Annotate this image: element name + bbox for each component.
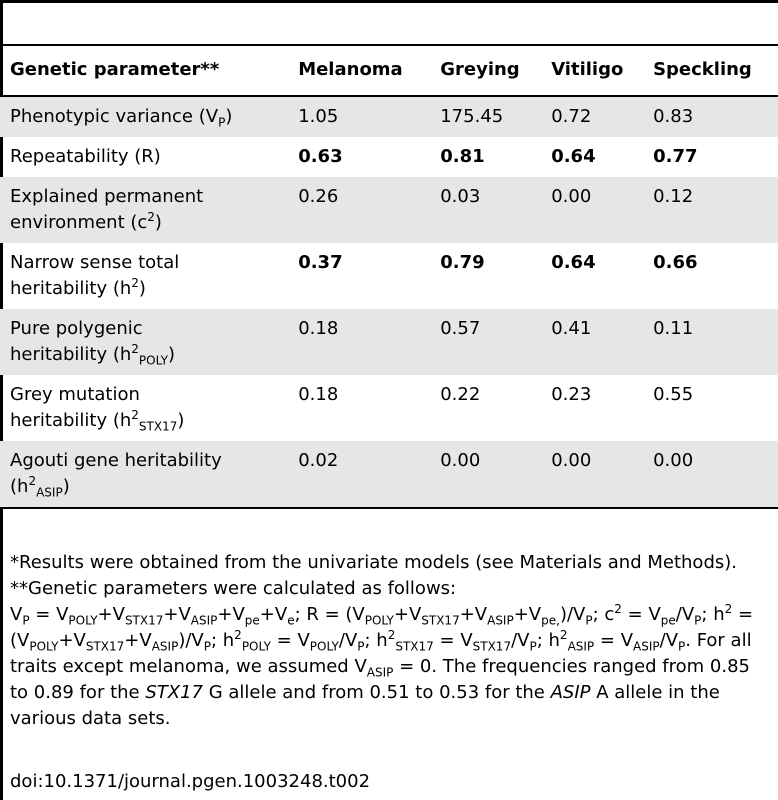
cell-value: 0.64 [551, 146, 596, 167]
cell-value: 0.00 [541, 177, 643, 243]
header-greying: Greying [430, 53, 541, 96]
cell-value: 0.12 [643, 177, 778, 243]
cell-value: 0.63 [298, 146, 343, 167]
table-row [0, 137, 778, 177]
footnote-1: *Results were obtained from the univariate models (see Materials and Methods). [10, 552, 737, 573]
row-label: Agouti gene heritability $(h^2_{ASIP})$ [0, 441, 288, 508]
cell-value: 0.77 [653, 146, 698, 167]
table-row [0, 441, 778, 508]
formula-text: $V_P = V_{POLY}+V_{STX17}+V_{ASIP}+V_{pe}+V_e$; $R = (V_{POLY}+V_{STX17}+V_{ASIP}+V_{pe,})/V_P$; $c^2 = V_{pe}/V_P$; $h^2 = (V_{POLY}+V_{STX17}+V_{ASIP})/V_P$; $h^2_{POLY} = V_{POLY}/V_P$; $h^2_{STX17} = V_{STX17}/V_P$; $h^2_{ASIP} = V_{ASIP}/V_P$. For all traits except melanoma, we assumed $V_{ASIP} = 0$. The frequencies ranged from 0.85 to 0.89 for the STX17 G allele and from 0.51 to 0.53 for the ASIP A allele in the various data sets. [10, 602, 754, 729]
cell-value: 0.72 [541, 96, 643, 137]
cell-value: 0.22 [440, 384, 481, 405]
header-speckling: Speckling [643, 53, 778, 96]
cell-value: 0.37 [298, 252, 343, 273]
cell-value: 0.00 [430, 441, 541, 508]
footnote-2: **Genetic parameters were calculated as follows: [10, 578, 457, 599]
cell-value: 0.26 [288, 177, 430, 243]
cell-value: 0.00 [643, 441, 778, 508]
cell-value: 0.41 [541, 309, 643, 375]
header-rule [0, 44, 778, 46]
cell-value: 0.81 [440, 146, 485, 167]
cell-value: 175.45 [430, 96, 541, 137]
table-footnotes [10, 550, 772, 732]
row-label: Grey mutation heritability $(h^2_{STX17})$ [10, 384, 185, 434]
cell-value: 0.79 [440, 252, 485, 273]
row-label: Explained permanent environment $(c^2)$ [0, 177, 288, 243]
cell-value: 0.11 [643, 309, 778, 375]
cell-value: 0.18 [298, 384, 339, 405]
header-row [0, 53, 778, 96]
row-label: Narrow sense total heritability $(h^2)$ [10, 252, 180, 299]
top-rule [0, 0, 778, 3]
table-row [0, 177, 778, 243]
cell-value: 0.03 [430, 177, 541, 243]
cell-value: 0.23 [551, 384, 592, 405]
cell-value: 0.66 [653, 252, 698, 273]
cell-value: 0.57 [430, 309, 541, 375]
table-row [0, 375, 778, 441]
header-melanoma: Melanoma [288, 53, 430, 96]
cell-value: 0.00 [541, 441, 643, 508]
doi-text: doi:10.1371/journal.pgen.1003248.t002 [10, 771, 371, 792]
cell-value: 0.55 [653, 384, 694, 405]
header-vitiligo: Vitiligo [541, 53, 643, 96]
row-label: Phenotypic variance $(V_P)$ [0, 96, 288, 137]
table-row [0, 96, 778, 137]
row-label: Repeatability (R) [10, 146, 161, 167]
table-row [0, 309, 778, 375]
cell-value: 0.83 [643, 96, 778, 137]
cell-value: 0.02 [288, 441, 430, 508]
parameters-table [0, 53, 778, 509]
table-row [0, 243, 778, 309]
row-label: Pure polygenic heritability $(h^2_{POLY})$ [0, 309, 288, 375]
cell-value: 0.18 [288, 309, 430, 375]
cell-value: 0.64 [551, 252, 596, 273]
header-parameter: Genetic parameter** [0, 53, 288, 96]
cell-value: 1.05 [288, 96, 430, 137]
